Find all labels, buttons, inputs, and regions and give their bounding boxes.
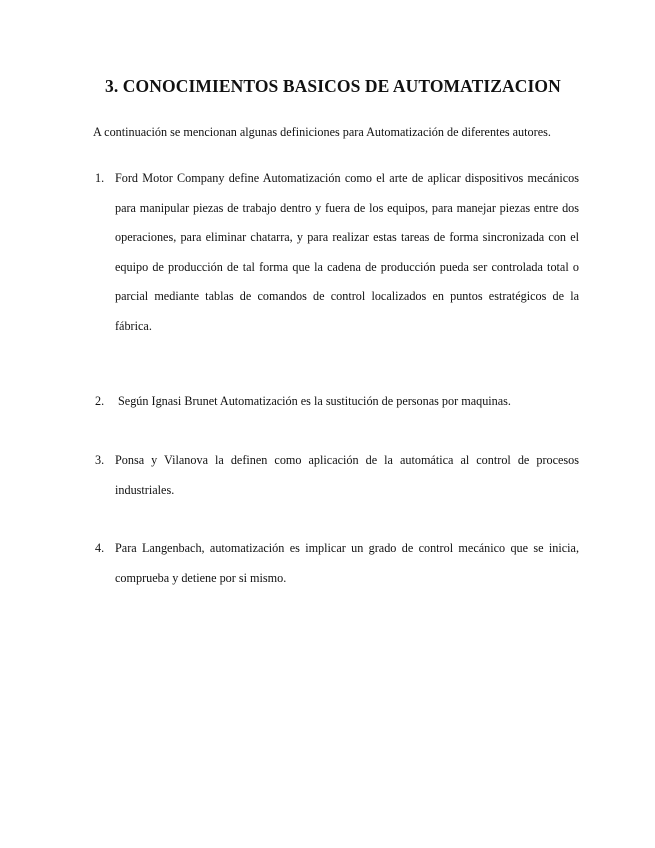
list-item-number: 3. <box>95 453 105 467</box>
list-item-text: Ford Motor Company define Automatización como el arte de aplicar dispositivos mecánicos para manipular piezas de trabajo dentro y fuera de los equipos, para manejar piezas entre dos operaciones, para eliminar chatarra, y para realizar estas tareas de forma sincronizada con el equipo de producción de tal forma que la cadena de producción pueda ser controlada total o parcial mediante tablas de comandos de control localizados en puntos estratégicos de la fábrica. <box>115 171 579 333</box>
list-item-text: Según Ignasi Brunet Automatización es la sustitución de personas por maquinas. <box>118 394 511 408</box>
list-item <box>95 446 579 505</box>
list-item <box>95 164 579 341</box>
list-item <box>95 387 579 417</box>
list-item-number: 2. <box>95 394 105 408</box>
list-item <box>95 534 579 593</box>
list-item-number: 4. <box>95 541 105 555</box>
section-title: 3. CONOCIMIENTOS BASICOS DE AUTOMATIZACION <box>105 76 561 96</box>
intro-paragraph: A continuación se mencionan algunas definiciones para Automatización de diferentes autores. <box>93 125 551 139</box>
list-item-text: Para Langenbach, automatización es implicar un grado de control mecánico que se inicia, comprueba y detiene por si mismo. <box>115 541 579 585</box>
list-item-number: 1. <box>95 171 105 185</box>
list-item-text: Ponsa y Vilanova la definen como aplicación de la automática al control de procesos industriales. <box>115 453 579 497</box>
